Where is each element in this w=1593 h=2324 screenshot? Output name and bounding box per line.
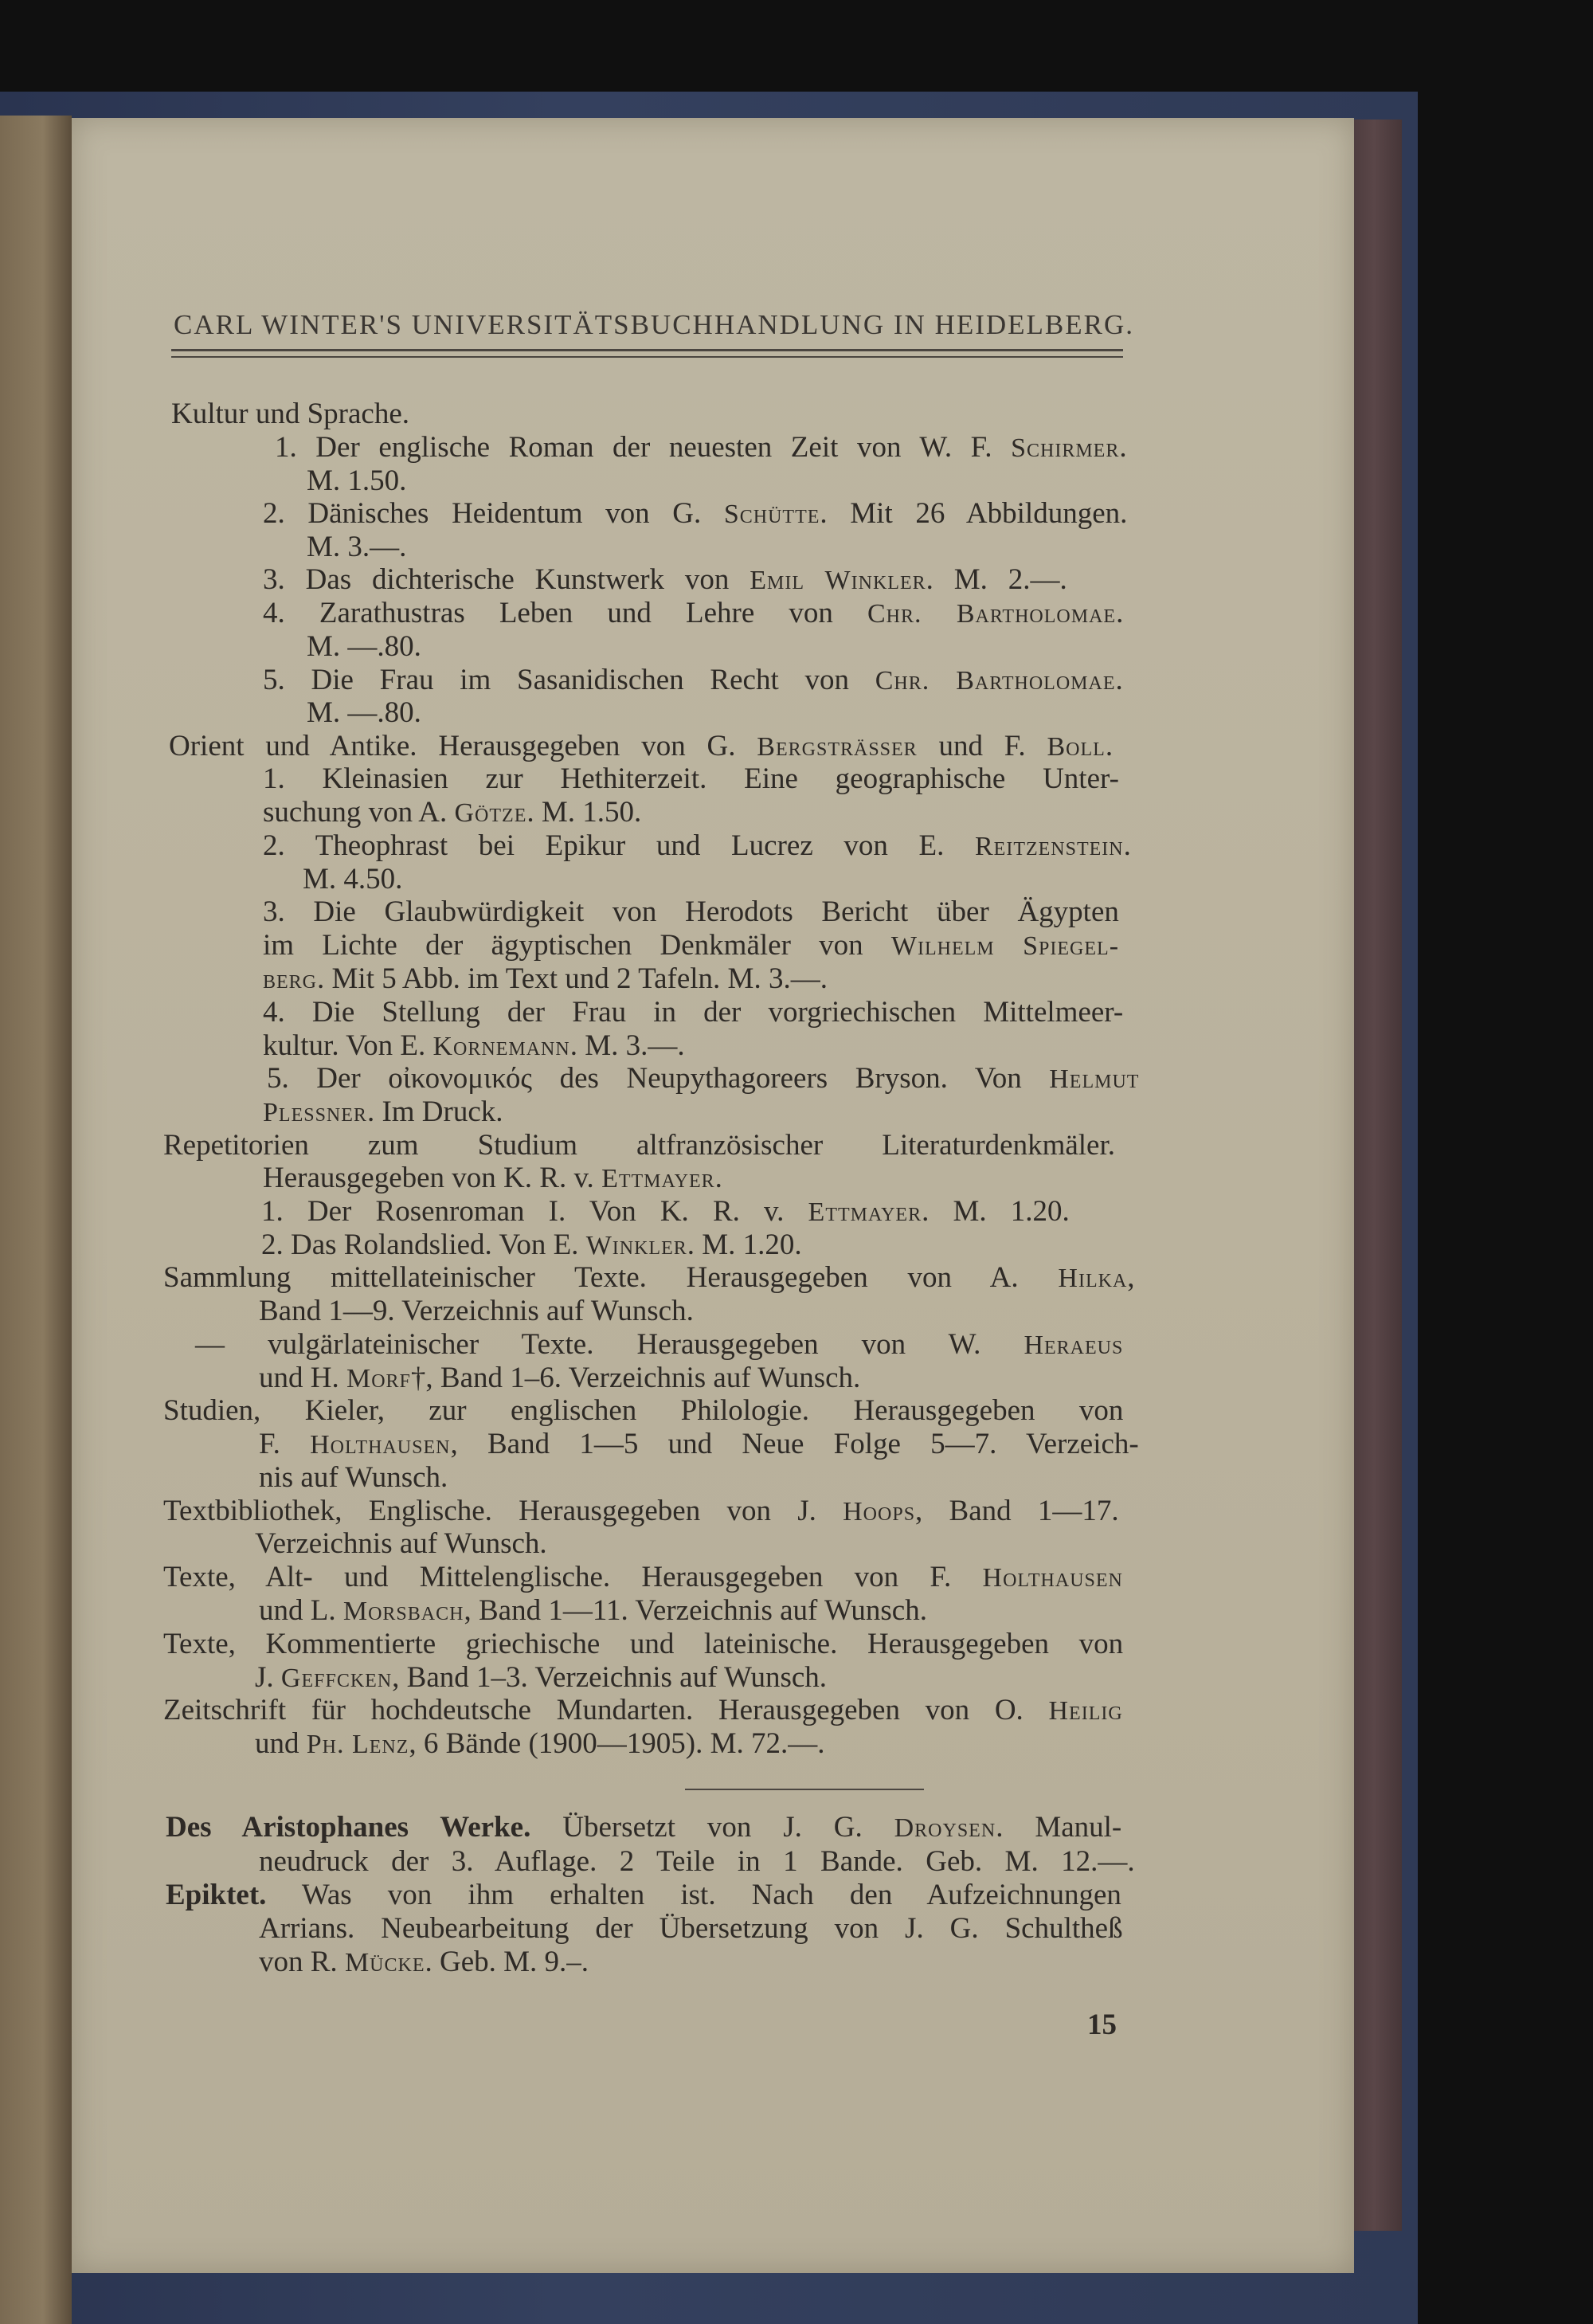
text-segment: J. xyxy=(255,1661,281,1694)
text-line xyxy=(163,1560,1123,1594)
author-name: Boll xyxy=(1047,732,1106,762)
text-line xyxy=(259,1460,448,1495)
author-name: Schütte xyxy=(723,500,820,529)
text-segment: Band 1—9. Verzeichnis auf Wunsch. xyxy=(259,1295,694,1327)
text-segment: Was von ihm erhalten ist. Nach den Aufzeichnungen xyxy=(266,1879,1121,1911)
author-name: Bergsträsser xyxy=(757,732,918,762)
text-segment: Texte, Kommentierte griechische und lateinische. Herausgegeben von xyxy=(163,1628,1124,1660)
text-segment: M. 3.—. xyxy=(307,531,407,563)
text-segment: 1. Der Rosenroman I. Von K. R. v. xyxy=(261,1195,808,1228)
text-segment: M. —.80. xyxy=(307,630,421,663)
author-name: Heilig xyxy=(1048,1696,1123,1726)
text-segment: , xyxy=(1127,1261,1135,1294)
text-segment: Verzeichnis auf Wunsch. xyxy=(255,1527,547,1560)
text-segment: Studien, Kieler, zur englischen Philologie. Herausgegeben von xyxy=(163,1394,1124,1427)
author-name: Ph. Lenz xyxy=(306,1730,409,1759)
text-segment: †, Band 1–6. Verzeichnis auf Wunsch. xyxy=(410,1362,861,1394)
text-segment: 5. Die Frau im Sasanidischen Recht von xyxy=(263,664,875,696)
text-line xyxy=(255,1726,825,1761)
text-segment: von R. xyxy=(259,1946,345,1978)
author-name: Plessner xyxy=(263,1098,367,1127)
text-line xyxy=(263,663,1123,697)
author-name: Chr. Bartholomae xyxy=(875,666,1116,696)
text-segment: und L. xyxy=(259,1594,343,1627)
text-line xyxy=(307,530,406,564)
text-line xyxy=(263,829,1131,863)
author-name: Morf xyxy=(346,1364,411,1393)
text-segment: . xyxy=(1115,664,1123,696)
text-segment: Texte, Alt- und Mittelenglische. Herausgegeben von F. xyxy=(163,1561,983,1593)
text-segment: F. xyxy=(259,1428,311,1460)
text-line xyxy=(263,795,641,829)
text-segment: nis auf Wunsch. xyxy=(259,1461,448,1494)
text-segment: . xyxy=(714,1162,722,1194)
author-name: Ettmayer xyxy=(808,1197,922,1227)
text-line xyxy=(163,1494,1119,1528)
text-line xyxy=(263,928,1119,962)
text-line xyxy=(163,1128,1115,1162)
page-header: CARL WINTER'S UNIVERSITÄTSBUCHHANDLUNG IN HEIDELBERG. xyxy=(174,309,1135,340)
text-segment: . xyxy=(1116,597,1124,629)
text-segment: 3. Die Glaubwürdigkeit von Herodots Bericht über Ägypten xyxy=(263,896,1119,928)
text-segment: , Band 1—11. Verzeichnis auf Wunsch. xyxy=(464,1594,927,1627)
author-name: Götze xyxy=(454,798,527,828)
author-name: Ettmayer xyxy=(601,1164,715,1193)
text-line xyxy=(307,696,421,730)
text-segment: 4. Zarathustras Leben und Lehre von xyxy=(263,597,867,629)
author-name: Mücke xyxy=(344,1948,425,1977)
author-name: Morsbach xyxy=(342,1597,464,1626)
text-segment: 1. Der englische Roman der neuesten Zeit von W. F. xyxy=(275,431,1012,464)
author-name: Schirmer xyxy=(1011,433,1120,463)
text-segment: und H. xyxy=(259,1362,346,1394)
text-line xyxy=(263,1029,685,1063)
text-line xyxy=(163,1627,1123,1661)
text-segment: . Mit 5 Abb. im Text und 2 Tafeln. M. 3.—. xyxy=(317,962,828,995)
text-line xyxy=(195,1327,1123,1362)
text-segment: Herausgegeben von K. R. v. xyxy=(263,1162,602,1194)
author-name: Reitzenstein xyxy=(974,832,1124,861)
text-segment: . xyxy=(1119,431,1127,464)
author-name: Holthausen xyxy=(310,1430,451,1460)
text-line xyxy=(259,1945,589,1979)
author-name: Heraeus xyxy=(1024,1331,1124,1360)
author-name: Wilhelm Spiegel- xyxy=(890,931,1120,961)
text-segment: kultur. Von E. xyxy=(263,1029,433,1062)
text-segment: Kultur und Sprache. xyxy=(171,398,410,430)
book-title: Epiktet. xyxy=(166,1879,267,1911)
author-name: Hilka xyxy=(1058,1264,1128,1293)
text-line xyxy=(263,895,1119,929)
text-line xyxy=(263,562,1067,597)
text-segment: Sammlung mittellateinischer Texte. Herausgegeben von A. xyxy=(163,1261,1059,1294)
book-title: Des Aristophanes Werke. xyxy=(166,1811,531,1844)
text-line xyxy=(259,1911,1123,1946)
text-line xyxy=(307,629,421,664)
text-segment: neudruck der 3. Auflage. 2 Teile in 1 Bande. Geb. M. 12.—. xyxy=(259,1845,1135,1878)
text-line xyxy=(261,1228,802,1262)
text-segment: . M. 1.20. xyxy=(687,1229,802,1261)
text-segment: 2. Dänisches Heidentum von G. xyxy=(263,497,724,530)
text-segment: Übersetzt von J. G. xyxy=(530,1811,894,1844)
text-segment: , Band 1—5 und Neue Folge 5—7. Verzeich- xyxy=(450,1428,1139,1460)
text-segment: . Manul- xyxy=(996,1811,1122,1844)
text-line xyxy=(171,397,409,431)
text-segment: 4. Die Stellung der Frau in der vorgriechischen Mittelmeer- xyxy=(263,996,1124,1029)
text-segment: . Geb. M. 9.–. xyxy=(425,1946,589,1978)
text-segment: und F. xyxy=(917,730,1047,762)
text-segment: . M. 3.—. xyxy=(569,1029,685,1062)
text-line xyxy=(267,1061,1139,1095)
text-line xyxy=(259,1361,860,1395)
text-segment: M. 1.50. xyxy=(307,464,407,497)
author-name: Kornemann xyxy=(432,1032,570,1061)
text-segment: . Mit 26 Abbildungen. xyxy=(820,497,1128,530)
text-segment: Repetitorien zum Studium altfranzösischer Literaturdenkmäler. xyxy=(163,1129,1116,1162)
text-line xyxy=(263,762,1119,796)
author-name: Holthausen xyxy=(982,1563,1123,1593)
text-line xyxy=(259,1593,927,1628)
text-line xyxy=(166,1878,1121,1912)
text-segment: M. —.80. xyxy=(307,696,421,729)
text-line xyxy=(163,1260,1135,1295)
author-name: Emil Winkler xyxy=(750,566,926,595)
text-segment: suchung von A. xyxy=(263,796,455,829)
text-line xyxy=(259,1294,694,1328)
text-line xyxy=(263,596,1123,630)
text-segment: M. 4.50. xyxy=(303,863,403,896)
text-segment: . M. 1.50. xyxy=(526,796,642,829)
author-name: Hoops xyxy=(843,1497,916,1526)
text-segment: Arrians. Neubearbeitung der Übersetzung von J. G. Schultheß xyxy=(259,1912,1123,1945)
author-name: Geffcken xyxy=(280,1664,393,1693)
text-segment: Orient und Antike. Herausgegeben von G. xyxy=(169,730,757,762)
text-line xyxy=(263,1095,503,1129)
text-segment: Zeitschrift für hochdeutsche Mundarten. Herausgegeben von O. xyxy=(163,1694,1049,1726)
text-line xyxy=(163,1393,1123,1428)
text-line xyxy=(263,496,1127,531)
text-segment: 5. Der οἰκονομικός des Neupythagoreers Bryson. Von xyxy=(267,1062,1050,1095)
author-name: berg xyxy=(263,965,318,994)
text-segment: , Band 1–3. Verzeichnis auf Wunsch. xyxy=(392,1661,828,1694)
text-line xyxy=(166,1810,1121,1844)
author-name: Winkler xyxy=(585,1231,687,1260)
page-number: 15 xyxy=(1087,2009,1117,2041)
text-line xyxy=(263,962,828,996)
text-line xyxy=(163,1693,1123,1727)
text-line xyxy=(263,995,1123,1029)
author-name: Chr. Bartholomae xyxy=(867,599,1117,629)
text-segment: . M. 2.—. xyxy=(926,563,1067,596)
text-segment: Textbibliothek, Englische. Herausgegeben von J. xyxy=(163,1495,843,1527)
text-segment: und xyxy=(255,1727,307,1760)
text-line xyxy=(255,1660,827,1695)
text-segment: 1. Kleinasien zur Hethiterzeit. Eine geographische Unter- xyxy=(263,762,1119,795)
text-segment: , 6 Bände (1900—1905). M. 72.—. xyxy=(409,1727,825,1760)
text-segment: 3. Das dichterische Kunstwerk von xyxy=(263,563,750,596)
text-segment: , Band 1—17. xyxy=(915,1495,1119,1527)
text-segment: . xyxy=(1123,829,1131,862)
text-segment: — vulgärlateinischer Texte. Herausgegeben von W. xyxy=(195,1328,1024,1361)
text-segment: . xyxy=(1105,730,1114,762)
text-segment: im Lichte der ägyptischen Denkmäler von xyxy=(263,929,891,962)
author-name: Helmut xyxy=(1049,1064,1140,1094)
text-line xyxy=(307,464,406,498)
text-segment: . Im Druck. xyxy=(366,1095,503,1128)
author-name: Droysen xyxy=(894,1813,996,1843)
text-line xyxy=(303,862,402,896)
text-segment: . M. 1.20. xyxy=(922,1195,1070,1228)
text-line xyxy=(169,729,1113,763)
text-line xyxy=(275,430,1127,464)
text-line xyxy=(259,1844,1135,1879)
text-segment: 2. Das Rolandslied. Von E. xyxy=(261,1229,586,1261)
text-segment: 2. Theophrast bei Epikur und Lucrez von E. xyxy=(263,829,975,862)
text-line xyxy=(263,1161,722,1195)
text-line xyxy=(261,1194,1070,1229)
text-line xyxy=(255,1526,547,1561)
text-line xyxy=(259,1427,1139,1461)
